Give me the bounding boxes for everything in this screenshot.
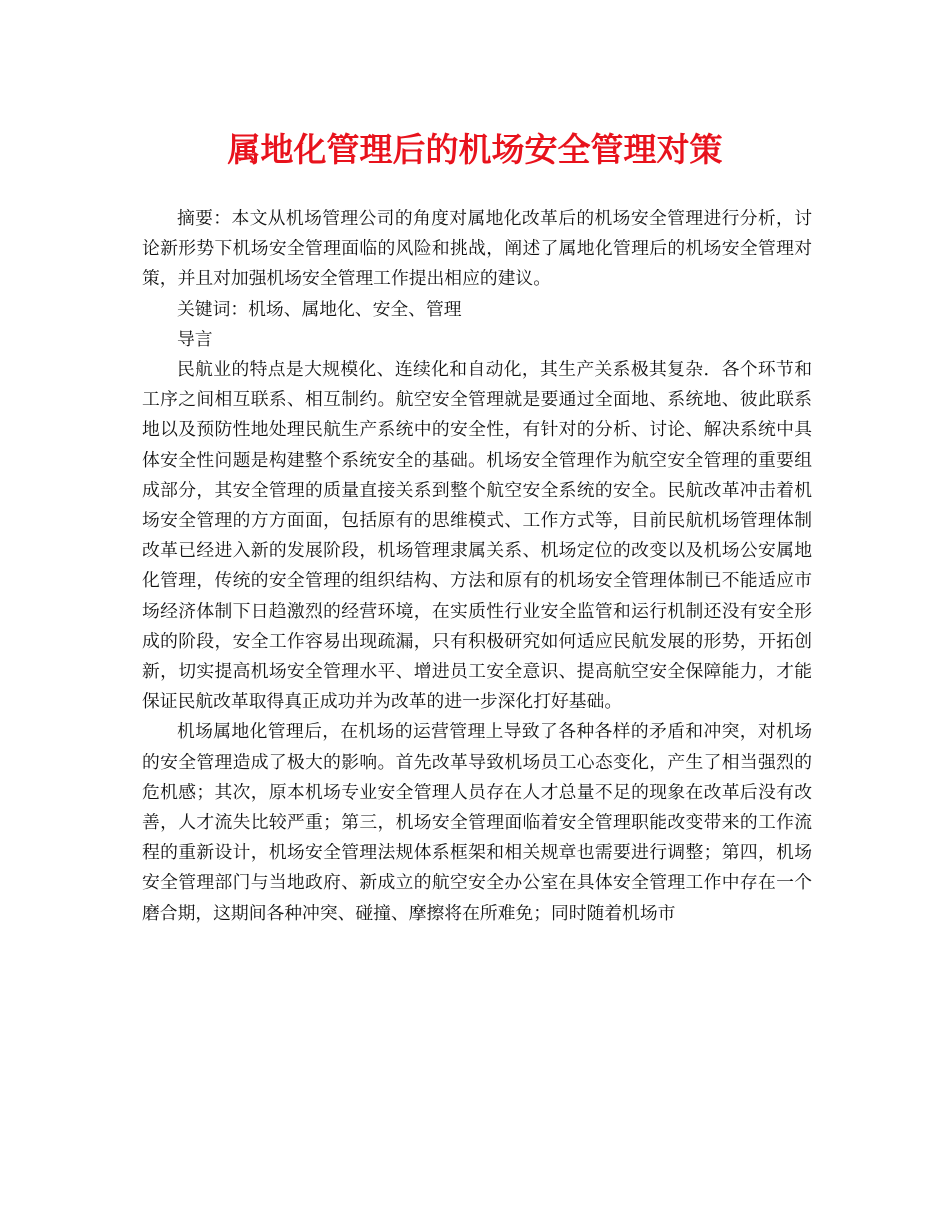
body-paragraph: 机场属地化管理后，在机场的运营管理上导致了各种各样的矛盾和冲突，对机场的安全管理造成了极大的影响。首先改革导致机场员工心态变化，产生了相当强烈的危机感；其次，原本机场专业安全管理人员存在人才总量不足的现象在改革后没有改善，人才流失比较严重；第三，机场安全管理面临着安全管理职能改变带来的工作流程的重新设计，机场安全管理法规体系框架和相关规章也需要进行调整；第四，机场安全管理部门与当地政府、新成立的航空安全办公室在具体安全管理工作中存在一个磨合期，这期间各种冲突、碰撞、摩擦将在所难免；同时随着机场市 bbox=[142, 721, 812, 924]
body-paragraph: 民航业的特点是大规模化、连续化和自动化，其生产关系极其复杂．各个环节和工序之间相互联系、相互制约。航空安全管理就是要通过全面地、系统地、彼此联系地以及预防性地处理民航生产系统中的安全性，有针对的分析、讨论、解决系统中具体安全性问题是构建整个系统安全的基础。机场安全管理作为航空安全管理的重要组成部分，其安全管理的质量直接关系到整个航空安全系统的安全。民航改革冲击着机场安全管理的方方面面，包括原有的思维模式、工作方式等，目前民航机场管理体制改革已经进入新的发展阶段，机场管理隶属关系、机场定位的改变以及机场公安属地化管理，传统的安全管理的组织结构、方法和原有的机场安全管理体制已不能适应市场经济体制下日趋激烈的经营环境，在实质性行业安全监管和运行机制还没有安全形成的阶段，安全工作容易出现疏漏，只有积极研究如何适应民航发展的形势，开拓创新，切实提高机场安全管理水平、增进员工安全意识、提高航空安全保障能力，才能保证民航改革取得真正成功并为改革的进一步深化打好基础。 bbox=[142, 359, 812, 713]
abstract-paragraph: 摘要：本文从机场管理公司的角度对属地化改革后的机场安全管理进行分析，讨论新形势下机场安全管理面临的风险和挑战，阐述了属地化管理后的机场安全管理对策，并且对加强机场安全管理工作提出相应的建议。 bbox=[142, 208, 812, 290]
keywords-paragraph: 关键词：机场、属地化、安全、管理 bbox=[177, 298, 462, 320]
introduction-heading: 导言 bbox=[177, 328, 213, 350]
document-title: 属地化管理后的机场安全管理对策 bbox=[227, 130, 723, 169]
document-body bbox=[142, 204, 812, 929]
